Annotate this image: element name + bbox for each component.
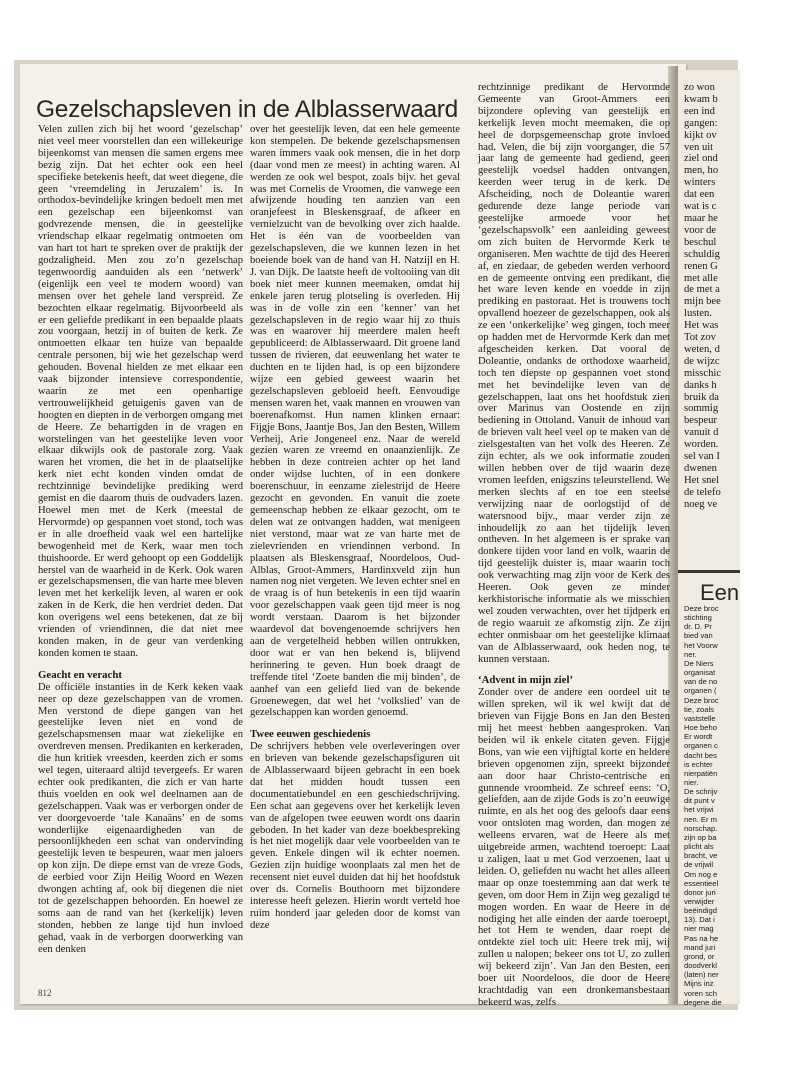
text-line: winters: [684, 177, 716, 189]
small-text-line: donor juri: [684, 887, 716, 897]
small-text-line: bracht, ve: [684, 851, 718, 861]
page-number: 812: [38, 988, 52, 998]
small-text-line: organen c: [684, 741, 718, 751]
paragraph: De schrijvers hebben vele overleveringen over en brieven van bekende gezelschapsfiguren uit de Alblasserwaard bijeen gebracht in een boek dat het midden houdt tussen een documentatiebundel en een geschiedschrijving. Een schat aan gegevens over het kerkelijk leven van de afgelopen twee eeuwen wordt ons daarin geboden. In het kader van deze boekbespreking is het niet mogelijk daar vele voorbeelden van te geven. Enkele dingen wil ik echter noemen. Gezien zijn huidige woonplaats zal men het de recensent niet euvel duiden dat hij het hoofdstuk over ds. Cornelis Bouthoorn met bijzondere interesse heeft gelezen. Hierin wordt verteld hoe ruim honderd jaar geleden door de komst van deze: [250, 741, 460, 931]
small-text-line: plicht als: [684, 842, 714, 852]
text-line: men, ho: [684, 165, 719, 177]
small-text-line: tie, zoals: [684, 704, 714, 714]
small-text-line: het vrijwi: [684, 805, 714, 815]
text-line: Het was: [684, 320, 719, 332]
text-line: weten, d: [684, 343, 720, 355]
small-text-line: grond, or: [684, 951, 715, 961]
right-page-edge: [676, 70, 740, 1007]
small-text-line: Deze broc: [684, 695, 719, 705]
small-text-line: dit punt v: [684, 796, 715, 806]
text-line: beschul: [684, 236, 717, 248]
small-text-line: Mijns inz: [684, 979, 714, 989]
text-line: de telefo: [684, 486, 721, 498]
paragraph: rechtzinnige predikant de Hervormde Gemeente van Groot-Ammers een bijzondere opleving van geestelijk en kerkelijk leven mocht meemaken, die op heel de dorpsgemeenschap grote invloed had. Velen, die bij zijn voorganger, die 57 jaar lang de gemeente had gediend, geen geestelijk voedsel hadden ontvangen, keerden weer terug in de kerk. De Afscheiding, noch de Doleantie waren gedurende deze lange periode van geestelijke armoede voor het ‘gezelschapsvolk’ een aanleiding geweest om zich buiten de Hervormde Kerk te organiseren. Men wachtte de tijd des Heeren af, en ziedaar, de gebeden werden verhoord en de gemeente ontving een predikant, die het ware leven kende en voedde in zijn prediking en pastoraat. Het is trouwens toch opvallend hoezeer de gezelschappen, ook als ze een ‘onkerkelijke’ weg gingen, toch meer op hadden met de Hervormde Kerk dan met afgescheiden kerken. Dat vooral de Doleantie, ondanks de orthodoxe waarheid, toch ten diepste op gespannen voet stond met het bevindelijke leven van de gezelschappen, laat ons het hoofdstuk zien over Marinus van Oostende en zijn bediening in Ottoland. Vanuit de inhoud van de brieven valt heel veel op te maken van de zielsgestalten van het volk des Heeren. Ze zijn echter, als we ook informatie zouden willen hebben over de tijd waarin deze vromen leefden, enigszins teleurstellend. We merken slechts af en toe een steelse verwijzing naar de oorlogstijd of de watersnood bijv., maar verder zijn ze inhoudelijk zo aan het tijdelijk leven ontheven. In het algemeen is er sprake van donkere tijden voor land en volk, waarin de tijd geestelijk duister is, maar waarin toch ook verwachting mag zijn voor de Kerk des Heeren. Ook geven ze minder kerkhistorische informatie als we misschien wel zouden verwachten, over het tijdperk en de regio waaruit ze afkomstig zijn. Ze zijn echter onmisbaar om het geestelijke klimaat van de Alblasserwaard, ook heden nog, te kunnen verstaan.: [478, 82, 670, 665]
small-text-line: mand juri: [684, 942, 716, 952]
text-line: ziel ond: [684, 153, 718, 165]
small-text-line: essentieel: [684, 878, 719, 888]
small-text-line: nierpatiën: [684, 768, 718, 778]
small-text-line: Pas na he: [684, 933, 719, 943]
small-text-line: 13). Dat i: [684, 915, 715, 925]
text-line: met alle: [684, 272, 718, 284]
right-page-text-column: [684, 82, 794, 511]
text-line: zo won: [684, 82, 715, 93]
small-text-line: de vrijwil: [684, 860, 714, 870]
right-page-small-column: [684, 604, 804, 1007]
small-text-line: voren sch: [684, 988, 717, 998]
text-line: lusten.: [684, 308, 712, 320]
article-title: Gezelschapsleven in de Alblasserwaard: [36, 96, 458, 123]
text-line: ven uit: [684, 141, 714, 153]
small-text-line: norschap.: [684, 823, 718, 833]
text-line: de wijzc: [684, 355, 720, 367]
text-line: misschic: [684, 367, 722, 379]
small-text-line: (laten) ner: [684, 970, 719, 980]
small-text-line: van de no: [684, 677, 718, 687]
text-line: kijkt ov: [684, 129, 717, 141]
article-column-3: [478, 82, 670, 1008]
section-heading: ‘Advent in mijn ziel’: [478, 674, 574, 687]
text-line: schuldig: [684, 248, 720, 260]
small-text-line: bied van: [684, 631, 713, 641]
article-column-1: [38, 124, 243, 996]
small-text-line: het Voorw: [684, 640, 718, 650]
small-text-line: nier mag: [684, 924, 714, 934]
text-line: sel van I: [684, 451, 720, 463]
paragraph: over het geestelijk leven, dat een hele gemeente kon stempelen. De bekende gezelschapsmensen waren immers vaak ook mensen, die in het dorp (daar vond men ze meest) in achting waren. Al werden ze ook wel bespot, zoals bijv. het geval was met Cornelis de Vroomen, die vanwege een afwijzende houding ten aanzien van een oranjefeest in Bleskensgraaf, de afkeer en vernielzucht van de bevolking over zich haalde. Het is één van de voorbeelden van gezelschapsleven, die we kunnen lezen in het boeiende boek van de hand van H. Natzijl en H. J. van Dijk. De laatste heeft de voltooiing van dit boek niet meer kunnen meemaken, omdat hij enkele jaren terug plotseling is overleden. Hij was in de volle zin een ‘kenner’ van het gezelschapsleven in de regio waar hij zo thuis was en waarover hij meerdere malen heeft gepubliceerd: de Alblasserwaard. Dit groene land tussen de rivieren, dat eeuwenlang het water te duchten en te lijden had, is op een bijzondere wijze een gebied geweest waarin het gezelschapsleven gebloeid heeft. Eenvoudige mensen waren het, vaak mannen en vrouwen van boerenafkomst. Hun namen klinken ernaar: Fijgje Bons, Jaantje Bos, Jan den Besten, Willem Verheij, Arie Jongeneel enz. Naar de wereld gezien waren ze vreemd en onaanzienlijk. Ze hebben in deze contreien achter op het land onder wijdse luchten, of in een donkere boerenschuur, in eenzame zielestrijd de Heere gezocht en gevonden. En vanuit die zoete gemeenschap hebben ze elkaar gezocht, om te delen wat ze ontvangen hadden, wat menigeen niet verstond, maar wat ze van harte met de zielevrienden en vriendinnen verbond. In plaatsen als Bleskensgraaf, Noordeloos, Oud-Alblas, Groot-Ammers, Hardinxveld zijn hun namen nog niet vergeten. We leven echter snel en de vraag is of hun betekenis in een tijd waarin voor gezelschappen vaak geen tijd meer is nog wordt verstaan. Daarom is het bijzonder waardevol dat bovengenoemde schrijvers hen aan de vergetelheid hebben willen ontrukken, door wat er van hen bekend is, blijvend herinnering te geven. Hun boek draagt de treffende titel ‘Zoete banden die mij binden’, de aanhef van een geliefd lied van de bekende Groenewegen, dat wel het ‘volkslied’ van de gezelschappen kan worden genoemd.: [250, 124, 460, 719]
small-text-line: Deze broc: [684, 604, 719, 613]
text-line: gangen:: [684, 117, 718, 129]
right-page-heading: Een: [700, 580, 740, 605]
text-line: Tot zov: [684, 332, 716, 344]
text-line: danks h: [684, 379, 717, 391]
small-text-line: De schrijv: [684, 787, 718, 797]
text-line: mijn bee: [684, 296, 721, 308]
text-line: worden.: [684, 439, 719, 451]
small-text-line: stichting: [684, 613, 712, 623]
small-text-line: Er wordt: [684, 732, 713, 742]
text-line: bruik da: [684, 391, 720, 403]
small-text-line: ner.: [684, 649, 697, 659]
small-text-line: nen. Er m: [684, 814, 717, 824]
text-line: bespeur: [684, 415, 717, 427]
section-heading: Geacht en veracht: [38, 668, 122, 681]
small-text-line: Hoe beho: [684, 723, 717, 733]
small-text-line: doodverkl: [684, 961, 717, 971]
paragraph: Zonder over de andere een oordeel uit te willen spreken, wil ik wel kwijt dat de brieven van Fijgje Bons en Jan den Besten mij het meest hebben aangesproken. Van beiden wil ik enkele citaten geven. Fijgje Bons, van wie een vijftigtal korte en heldere brieven opgenomen zijn, spreekt bijzonder aan door haar Christo-centrische en gunnende vroomheid. Ze schreef eens: ‘O, geliefden, aan de zijde Gods is zo’n eeuwige ruimte, en als het oog des geloofs daar eens voor ontsloten mag worden, dan mogen ze welleens ervaren, wat de Heere als met uitgebreide armen, wachtend toeroept: Laat u zaligen, laat u met God verzoenen, laat u leiden. O, geliefden nu wacht het alles alleen maar op onze toestemming aan dat werk te geven, om door Hem in Zijn weg gezaligd te mogen worden. En waar de Heere in de nodiging het alle einden der aarde toeroept, het tot Hem te wenden, daar roept de ontdekte ziel toch uit: Heere trek mij, wij zullen u nalopen; bekeer ons tot U, zo zullen wij bekeerd zijn’. Van Jan den Besten, een boer uit Noordeloos, die door de Heere krachtdadig van een dronkemansbestaan bekeerd was, zelfs: [478, 687, 670, 1008]
small-text-line: Om nog e: [684, 869, 718, 879]
small-text-line: nier.: [684, 777, 699, 787]
small-text-line: dr. D. Pr: [684, 622, 712, 632]
text-line: noeg ve: [684, 498, 718, 510]
paragraph: De officiële instanties in de Kerk keken vaak neer op deze gezelschappen van de vromen. Men verstond de diepe gangen van het geestelijke leven niet en vond de gezelschapsmensen maar wat ziekelijke en overdreven mensen. Predikanten en kerkeraden, die hun kritiek vreesden, keerden zich er soms wel tegen, uiteraard altijd tevergeefs. Er waren echter ook predikanten, die zich er van harte thuis voelden en ook wel deelnamen aan de gezelschappen. Vaak was er verborgen onder de ver doorgevoerde ‘tale Kanaäns’ en de soms wonderlijke eigenaardigheden van de persoonlijkheden een schat van ondervinding geestelijk leven te bespeuren, waar men jaloers op kon zijn. De diepe ernst van de vreze Gods, de eerbied voor Zijn Heilig Woord en Wezen dwongen achting af, ook bij diegenen die niet tot de gezelschappen behoorden. En hoewel ze soms aan de rand van het (kerkelijk) leven stonden, hebben ze lange tijd hun invloed gehad, vaak in de verborgen doorwerking van een denken: [38, 681, 243, 955]
text-line: maar he: [684, 212, 718, 224]
text-line: Het snel: [684, 474, 720, 486]
text-line: de met a: [684, 284, 720, 296]
small-text-line: is echter: [684, 759, 713, 769]
small-text-line: dacht bes: [684, 750, 717, 760]
small-text-line: beëindigd: [684, 906, 717, 916]
section-heading: Twee eeuwen geschiedenis: [250, 728, 371, 741]
text-line: dwenen: [684, 463, 717, 474]
text-line: dat een: [684, 189, 715, 201]
article-column-2: [250, 124, 460, 996]
small-text-line: zijn op ba: [684, 832, 717, 842]
text-line: kwam b: [684, 93, 718, 105]
text-line: vanuit d: [684, 427, 719, 439]
small-text-line: vaststelle: [684, 713, 716, 723]
small-text-line: verwijder: [684, 897, 715, 906]
small-text-line: degene die: [684, 997, 722, 1007]
text-line: wat is c: [684, 201, 717, 213]
small-text-line: organen (: [684, 686, 717, 696]
small-text-line: De Niers: [684, 658, 714, 668]
text-line: renen G: [684, 260, 718, 272]
section-divider: [678, 570, 740, 573]
text-line: een ind: [684, 105, 715, 117]
text-line: voor de: [684, 224, 717, 236]
text-line: sommig: [684, 403, 719, 415]
paragraph: Velen zullen zich bij het woord ‘gezelschap’ niet veel meer voorstellen dan een willekeurige bijeenkomst van mensen die samen ergens mee bezig zijn. Dat het echter ook een heel specifieke betekenis heeft, dat weet diegene, die geen ‘vreemdeling in Jeruzalem’ is. In orthodox-bevindelijke kringen bedoelt men met een gezelschap een bijeenkomst van godvrezende mensen, die in geestelijke vriendschap elkaar regelmatig ontmoeten om van hart tot hart te spreken over de praktijk der godzaligheid. Men zou zo’n gezelschap tegenwoordig aanduiden als een ‘netwerk’ (eigenlijk een veel te modern woord) van mensen over het gehele land verspreid. Ze bezochten elkaar regelmatig. Bijvoorbeeld als er een geliefde predikant in een bepaalde plaats zou voorgaan, hetzij in of buiten de kerk. Ze ontmoetten elkaar ten huize van bepaalde centrale personen, bij wie het gezelschap werd gehouden. Bovenal hielden ze met elkaar een vaak bijzonder intensieve correspondentie, waarin ze met een openhartige vertrouwelijkheid getuigenis gaven van de hoogten en diepten in de verborgen omgang met de Heere. Ze behartigden in de vragen en worstelingen van het geestelijke leven voor elkaar dikwijls ook de pastorale zorg. Vaak waren het vromen, die het in de plaatselijke kerk niet echt konden vinden omdat de rechtzinnige bevindelijke prediking werd gemist en die daarom thuis de oudvaders lazen. Hoewel men met de Kerk (meestal de Hervormde) op gespannen voet stond, toch was er in alle droefheid vaak wel een hartelijke bewogenheid met de Kerk, waar men toch thuishoorde. Er werd gehoopt op een Goddelijk herstel van de waarheid in de Kerk. Ook waren er gezelschapsmensen, die van harte mee bleven leven met het kerkelijk leven, al waren er ook zaken in de Kerk, die hen verdriet deden. Dat kon overigens wel eens betekenen, dat ze bij vrienden of vriendinnen, die dat niet mee konden maken, in de geur van verdenking konden komen te staan.: [38, 124, 244, 659]
small-text-line: organisat: [684, 668, 716, 678]
